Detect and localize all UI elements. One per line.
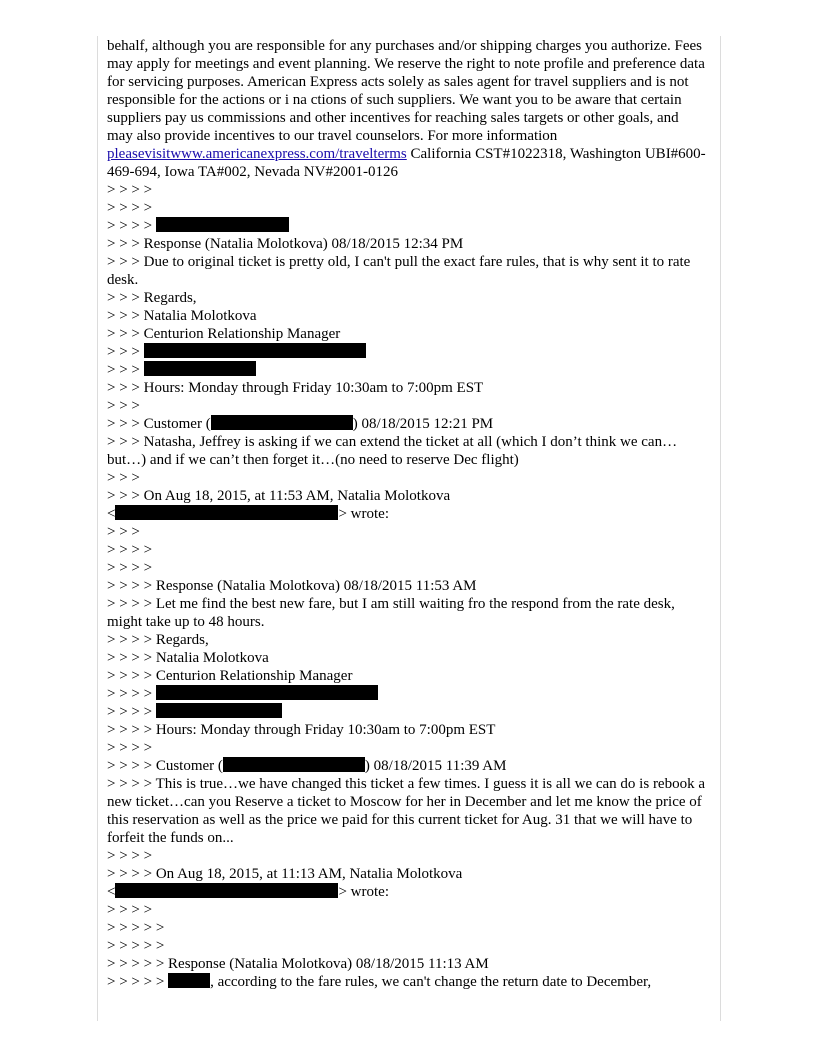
quote-line: > > > [107, 524, 140, 540]
travelterms-link[interactable]: pleasevisitwww.americanexpress.com/travelterms [107, 146, 407, 162]
quote-line-redacted [107, 343, 707, 361]
quote-marker: > > > [107, 362, 144, 378]
quote-line-redacted [107, 361, 707, 379]
quote-line: > > > [107, 398, 140, 414]
redaction-bar [223, 757, 365, 772]
response-body-text: , according to the fare rules, we can't change the return date to December, [210, 974, 652, 990]
redaction-bar [156, 217, 289, 232]
quote-marker: > > > > [107, 218, 156, 234]
email-open-bracket: < [107, 884, 116, 900]
response-regards: > > > Regards, [107, 290, 197, 306]
quote-line: > > > > [107, 902, 153, 918]
quote-line-redacted [107, 217, 707, 235]
redaction-bar [115, 883, 338, 898]
quote-line-redacted [107, 703, 707, 721]
response-header: > > > > Response (Natalia Molotkova) 08/18/2015 11:53 AM [107, 578, 477, 594]
quote-marker: > > > > [107, 704, 156, 720]
quote-line: > > > > [107, 740, 153, 756]
response-header: > > > > > Response (Natalia Molotkova) 08/18/2015 11:13 AM [107, 956, 489, 972]
email-open-bracket: < [107, 506, 116, 522]
customer-body: > > > Natasha, Jeffrey is asking if we can extend the ticket at all (which I don’t think we can…but…) and if we can’t then forget it…(no need to reserve Dec flight) [107, 434, 678, 468]
on-wrote-line: > > > On Aug 18, 2015, at 11:53 AM, Natalia Molotkova [107, 488, 451, 504]
customer-label: > > > > Customer ( [107, 758, 223, 774]
redaction-bar [211, 415, 353, 430]
customer-body: > > > > This is true…we have changed this ticket a few times. I guess it is all we can do is rebook a new ticket…can you Reserve a ticket to Moscow for her in December and let me know the price of this reservation as well as the price we paid for this current ticket for Aug. 31 that we will have to forfeit the funds on... [107, 776, 706, 846]
disclaimer-legal-text: California CST#1022318, Washington UBI#600-469-694, Iowa TA#002, Nevada NV#2001-0126 [107, 146, 706, 180]
disclaimer-paragraph [107, 37, 707, 181]
quote-line-redacted [107, 685, 707, 703]
customer-timestamp: ) 08/18/2015 11:39 AM [364, 758, 507, 774]
quote-marker: > > > > > [107, 974, 169, 990]
quote-marker: > > > > [107, 686, 156, 702]
response-header: > > > Response (Natalia Molotkova) 08/18/2015 12:34 PM [107, 236, 464, 252]
on-wrote-line: > > > > On Aug 18, 2015, at 11:13 AM, Natalia Molotkova [107, 866, 463, 882]
response-hours: > > > > Hours: Monday through Friday 10:30am to 7:00pm EST [107, 722, 496, 738]
redaction-bar [156, 685, 378, 700]
redaction-bar [156, 703, 282, 718]
redaction-bar [144, 361, 256, 376]
quote-line: > > > > [107, 848, 153, 864]
wrote-line [107, 883, 707, 901]
quote-marker: > > > [107, 344, 144, 360]
quote-line: > > > > [107, 542, 153, 558]
response-name: > > > > Natalia Molotkova [107, 650, 269, 666]
customer-label: > > > Customer ( [107, 416, 211, 432]
customer-header [107, 757, 707, 775]
customer-header [107, 415, 707, 433]
wrote-line [107, 505, 707, 523]
response-body: > > > > Let me find the best new fare, but I am still waiting fro the respond from the rate desk, might take up to 48 hours. [107, 596, 675, 630]
quote-line: > > > > > [107, 938, 165, 954]
wrote-text: > wrote: [338, 884, 389, 900]
quote-line: > > > > > [107, 920, 165, 936]
response-name: > > > Natalia Molotkova [107, 308, 257, 324]
response-title: > > > Centurion Relationship Manager [107, 326, 341, 342]
redaction-bar [168, 973, 210, 988]
quote-line: > > > > [107, 182, 153, 198]
customer-timestamp: ) 08/18/2015 12:21 PM [352, 416, 494, 432]
redaction-bar [115, 505, 338, 520]
response-regards: > > > > Regards, [107, 632, 209, 648]
disclaimer-text: behalf, although you are responsible for any purchases and/or shipping charges you authorize. Fees may apply for meetings and event planning. We reserve the right to note profile and preference data for servicing purposes. American Express acts solely as sales agent for travel suppliers and is not responsible for the actions or i na ctions of such suppliers. We want you to be aware that certain suppliers pay us commissions and other incentives for reaching sales targets or other goals, and may also provide incentives to our travel counselors. For more information [107, 38, 705, 144]
email-thread [107, 37, 707, 991]
response-body [107, 973, 707, 991]
quote-line: > > > > [107, 200, 153, 216]
redaction-bar [144, 343, 366, 358]
response-hours: > > > Hours: Monday through Friday 10:30am to 7:00pm EST [107, 380, 484, 396]
response-title: > > > > Centurion Relationship Manager [107, 668, 353, 684]
wrote-text: > wrote: [338, 506, 389, 522]
quote-line: > > > > [107, 560, 153, 576]
response-body: > > > Due to original ticket is pretty old, I can't pull the exact fare rules, that is why sent it to rate desk. [107, 254, 691, 288]
quote-line: > > > [107, 470, 140, 486]
